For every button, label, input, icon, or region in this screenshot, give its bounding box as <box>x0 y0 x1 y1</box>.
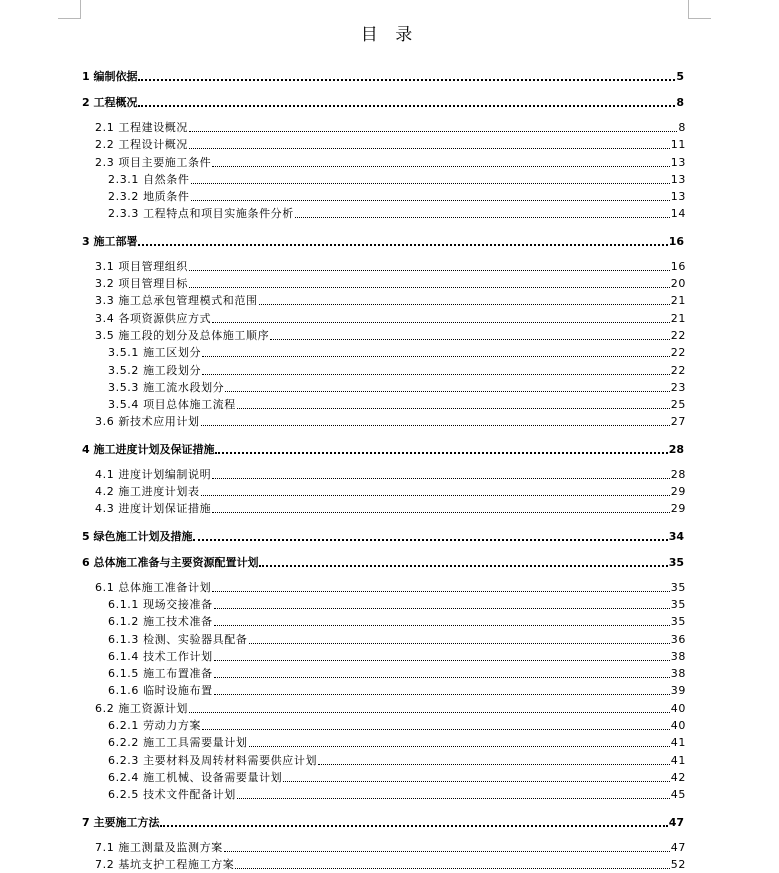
toc-entry-title: 4.2 施工进度计划表 <box>95 485 200 499</box>
toc-entry-page: 21 <box>670 311 686 325</box>
toc-leader-dots <box>214 650 670 661</box>
toc-entry[interactable] <box>0 136 779 153</box>
toc-entry-page: 22 <box>670 346 686 360</box>
toc-leader-dots <box>138 95 675 107</box>
toc-entry-title: 2.1 工程建设概况 <box>95 121 188 134</box>
toc-leader-dots <box>160 815 667 827</box>
toc-entry-title: 3.5.3 施工流水段划分 <box>108 380 225 394</box>
toc-entry[interactable] <box>0 596 779 613</box>
toc-entry-title: 3.5.2 施工段划分 <box>108 363 202 377</box>
toc-leader-dots <box>214 684 670 695</box>
toc-entry-title: 6.1.5 施工布置准备 <box>108 667 213 681</box>
toc-leader-dots <box>212 502 670 513</box>
toc-entry-title: 1 编制依据 <box>82 70 138 83</box>
toc-entry[interactable] <box>0 119 779 136</box>
toc-entry[interactable] <box>0 734 779 751</box>
table-of-contents <box>0 58 779 873</box>
toc-entry[interactable] <box>0 554 779 570</box>
toc-entry[interactable] <box>0 344 779 361</box>
toc-entry-title: 6 总体施工准备与主要资源配置计划 <box>82 555 259 569</box>
toc-entry-title: 4.1 进度计划编制说明 <box>95 467 212 481</box>
toc-entry[interactable] <box>0 171 779 188</box>
toc-leader-dots <box>224 841 670 852</box>
toc-entry-title: 6.1.6 临时设施布置 <box>108 684 213 698</box>
toc-entry-title: 6.2 施工资源计划 <box>95 701 188 715</box>
toc-entry-page: 13 <box>670 190 686 204</box>
toc-leader-dots <box>138 69 675 81</box>
toc-entry-page: 47 <box>668 815 684 829</box>
toc-entry[interactable] <box>0 631 779 648</box>
toc-entry-page: 25 <box>670 398 686 412</box>
toc-entry[interactable] <box>0 310 779 327</box>
toc-leader-dots <box>214 667 670 678</box>
toc-entry-page: 28 <box>670 467 686 481</box>
toc-entry[interactable] <box>0 466 779 483</box>
toc-leader-dots <box>138 234 667 246</box>
toc-entry-title: 3.3 施工总承包管理模式和范围 <box>95 294 258 308</box>
toc-entry[interactable] <box>0 94 779 110</box>
toc-entry-page: 8 <box>676 96 684 109</box>
toc-leader-dots <box>193 529 667 541</box>
toc-entry-page: 40 <box>670 701 686 715</box>
toc-entry-title: 6.2.3 主要材料及周转材料需要供应计划 <box>108 753 318 767</box>
toc-entry[interactable] <box>0 292 779 309</box>
toc-leader-dots <box>215 442 667 454</box>
toc-leader-dots <box>191 190 670 201</box>
toc-entry-title: 6.2.2 施工工具需要量计划 <box>108 736 248 750</box>
toc-entry-title: 6.2.5 技术文件配备计划 <box>108 788 236 802</box>
toc-entry[interactable] <box>0 258 779 275</box>
toc-entry[interactable] <box>0 752 779 769</box>
toc-entry-page: 42 <box>670 770 686 784</box>
toc-entry[interactable] <box>0 648 779 665</box>
toc-entry[interactable] <box>0 500 779 517</box>
toc-entry-page: 28 <box>668 442 684 456</box>
toc-leader-dots <box>201 485 670 496</box>
toc-entry-page: 29 <box>670 502 686 516</box>
toc-leader-dots <box>201 415 670 426</box>
toc-entry-page: 8 <box>678 121 686 134</box>
toc-entry-page: 23 <box>670 380 686 394</box>
toc-entry[interactable] <box>0 613 779 630</box>
toc-entry[interactable] <box>0 441 779 457</box>
toc-leader-dots <box>237 398 670 409</box>
toc-entry-page: 52 <box>670 857 686 871</box>
toc-entry-title: 3.4 各项资源供应方式 <box>95 311 212 325</box>
toc-leader-dots <box>225 381 670 392</box>
toc-entry[interactable] <box>0 188 779 205</box>
toc-entry-title: 6.1.3 检测、实验器具配备 <box>108 632 248 646</box>
toc-entry-page: 40 <box>670 719 686 733</box>
toc-leader-dots <box>259 294 670 305</box>
toc-entry-page: 29 <box>670 485 686 499</box>
toc-entry[interactable] <box>0 839 779 856</box>
toc-entry-title: 2 工程概况 <box>82 96 138 109</box>
toc-entry-page: 47 <box>670 840 686 854</box>
toc-entry-title: 2.3.3 工程特点和项目实施条件分析 <box>108 207 294 221</box>
toc-entry[interactable] <box>0 700 779 717</box>
toc-entry-page: 41 <box>670 753 686 767</box>
toc-leader-dots <box>214 615 670 626</box>
toc-entry-page: 35 <box>670 615 686 629</box>
toc-entry-page: 36 <box>670 632 686 646</box>
toc-entry-title: 7 主要施工方法 <box>82 815 160 829</box>
toc-entry-page: 38 <box>670 649 686 663</box>
toc-leader-dots <box>189 260 670 271</box>
toc-entry[interactable] <box>0 68 779 84</box>
toc-entry-title: 6.1.1 现场交接准备 <box>108 597 213 611</box>
toc-entry[interactable] <box>0 327 779 344</box>
toc-leader-dots <box>249 736 670 747</box>
toc-entry-page: 13 <box>670 155 686 169</box>
toc-leader-dots <box>189 121 677 132</box>
toc-entry-page: 20 <box>670 277 686 291</box>
toc-leader-dots <box>235 858 669 869</box>
toc-leader-dots <box>202 364 670 375</box>
toc-entry[interactable] <box>0 396 779 413</box>
page-corner-mark-left <box>58 0 81 19</box>
toc-entry[interactable] <box>0 786 779 803</box>
toc-entry-title: 2.2 工程设计概况 <box>95 138 188 152</box>
toc-leader-dots <box>189 702 670 713</box>
toc-entry[interactable] <box>0 154 779 171</box>
toc-entry-page: 14 <box>670 207 686 221</box>
toc-entry-page: 35 <box>670 597 686 611</box>
toc-leader-dots <box>189 277 670 288</box>
toc-entry[interactable] <box>0 682 779 699</box>
toc-entry-title: 2.3 项目主要施工条件 <box>95 155 212 169</box>
toc-leader-dots <box>212 156 670 167</box>
toc-leader-dots <box>212 581 670 592</box>
toc-leader-dots <box>202 719 670 730</box>
toc-entry[interactable] <box>0 275 779 292</box>
toc-entry[interactable] <box>0 579 779 596</box>
toc-entry-page: 34 <box>668 529 684 543</box>
toc-entry-title: 4 施工进度计划及保证措施 <box>82 442 215 456</box>
toc-leader-dots <box>202 346 670 357</box>
toc-leader-dots <box>249 633 670 644</box>
toc-entry[interactable] <box>0 814 779 830</box>
toc-entry-title: 6.2.1 劳动力方案 <box>108 719 202 733</box>
toc-entry-title: 6.1.4 技术工作计划 <box>108 649 213 663</box>
toc-entry-title: 6.2.4 施工机械、设备需要量计划 <box>108 770 283 784</box>
toc-entry-title: 6.1 总体施工准备计划 <box>95 580 212 594</box>
toc-entry-page: 35 <box>668 555 684 569</box>
toc-entry-title: 3.6 新技术应用计划 <box>95 415 200 429</box>
toc-leader-dots <box>259 555 667 567</box>
toc-entry-title: 3.1 项目管理组织 <box>95 259 188 273</box>
toc-entry[interactable] <box>0 483 779 500</box>
toc-entry-page: 22 <box>670 328 686 342</box>
toc-entry-title: 5 绿色施工计划及措施 <box>82 529 193 543</box>
toc-entry-title: 3.5.1 施工区划分 <box>108 346 202 360</box>
toc-entry-title: 3 施工部署 <box>82 234 138 248</box>
toc-entry-title: 7.1 施工测量及监测方案 <box>95 840 223 854</box>
toc-entry[interactable] <box>0 379 779 396</box>
toc-entry-title: 7.2 基坑支护工程施工方案 <box>95 857 235 871</box>
toc-entry[interactable] <box>0 205 779 222</box>
page-corner-mark-right <box>688 0 711 19</box>
toc-entry-page: 11 <box>670 138 686 152</box>
toc-entry-page: 39 <box>670 684 686 698</box>
toc-leader-dots <box>189 138 670 149</box>
toc-entry-page: 21 <box>670 294 686 308</box>
toc-entry-title: 2.3.1 自然条件 <box>108 172 190 186</box>
toc-entry-page: 38 <box>670 667 686 681</box>
toc-entry[interactable] <box>0 769 779 786</box>
toc-entry-page: 16 <box>668 234 684 248</box>
toc-entry-title: 2.3.2 地质条件 <box>108 190 190 204</box>
toc-entry-page: 41 <box>670 736 686 750</box>
toc-entry-page: 16 <box>670 259 686 273</box>
toc-entry[interactable] <box>0 528 779 544</box>
toc-entry-page: 5 <box>676 70 684 83</box>
toc-leader-dots <box>318 754 670 765</box>
toc-entry-title: 3.2 项目管理目标 <box>95 277 188 291</box>
toc-entry-title: 4.3 进度计划保证措施 <box>95 502 212 516</box>
toc-entry[interactable] <box>0 856 779 873</box>
toc-leader-dots <box>212 312 670 323</box>
toc-entry[interactable] <box>0 362 779 379</box>
toc-leader-dots <box>214 598 670 609</box>
toc-entry-page: 27 <box>670 415 686 429</box>
toc-leader-dots <box>295 207 670 218</box>
toc-entry[interactable] <box>0 717 779 734</box>
toc-entry[interactable] <box>0 413 779 430</box>
toc-entry-title: 3.5 施工段的划分及总体施工顺序 <box>95 328 270 342</box>
toc-entry[interactable] <box>0 233 779 249</box>
toc-leader-dots <box>270 329 670 340</box>
toc-entry-title: 3.5.4 项目总体施工流程 <box>108 398 236 412</box>
toc-leader-dots <box>212 468 670 479</box>
toc-entry-page: 45 <box>670 788 686 802</box>
toc-leader-dots <box>191 173 670 184</box>
toc-entry-page: 35 <box>670 580 686 594</box>
toc-entry-page: 13 <box>670 172 686 186</box>
toc-entry[interactable] <box>0 665 779 682</box>
toc-leader-dots <box>283 771 670 782</box>
toc-title: 目 录 <box>360 25 419 45</box>
toc-entry-page: 22 <box>670 363 686 377</box>
toc-entry-title: 6.1.2 施工技术准备 <box>108 615 213 629</box>
toc-leader-dots <box>237 788 670 799</box>
